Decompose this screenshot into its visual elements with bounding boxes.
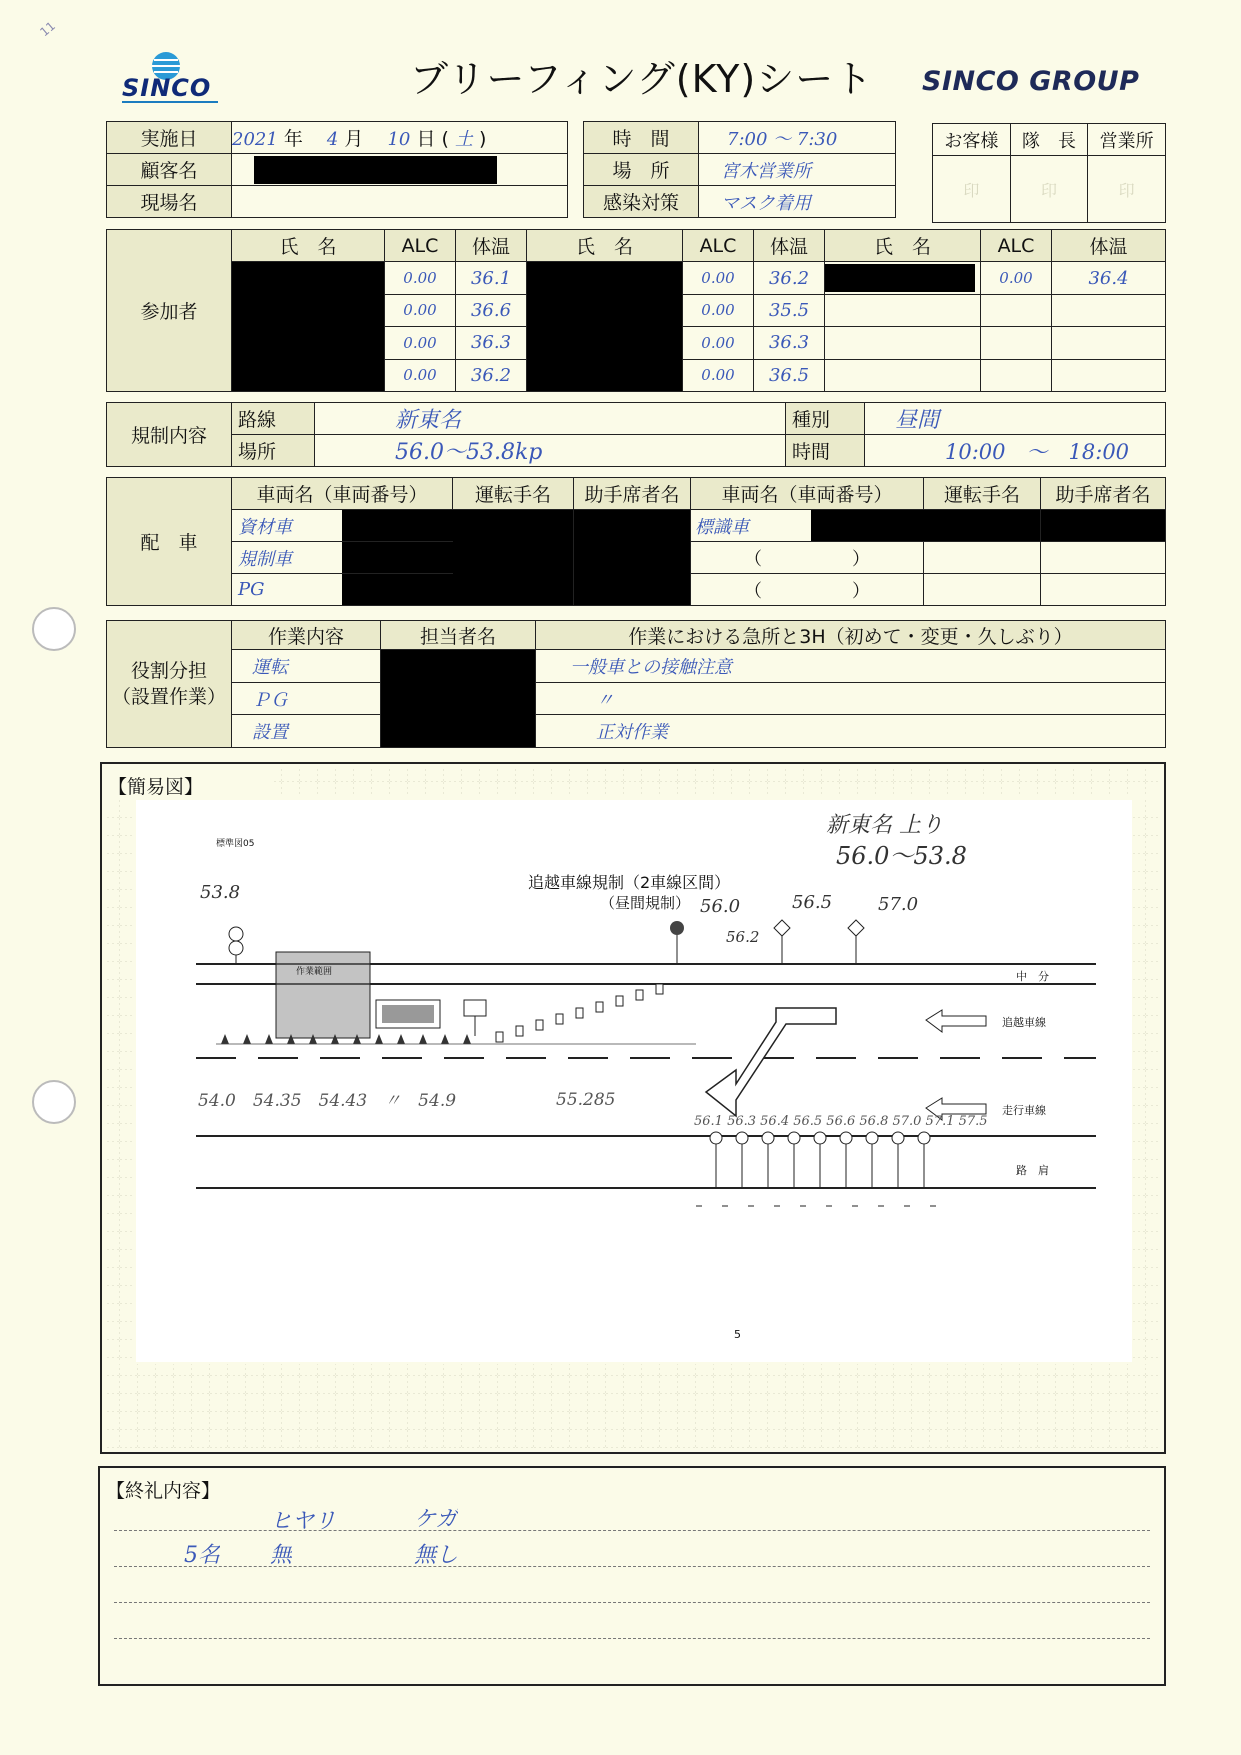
- road-diagram: [136, 800, 1132, 1362]
- roles-label: [107, 621, 232, 748]
- date-field[interactable]: [232, 122, 568, 154]
- closing-count[interactable]: 5名: [184, 1543, 220, 1568]
- temp-value[interactable]: 36.4: [1052, 262, 1166, 294]
- approval-table: [932, 123, 1166, 223]
- alc-value[interactable]: 0.00: [683, 262, 754, 294]
- col-alc: ALC: [385, 230, 456, 262]
- hw-title-1: 新東名 上り: [826, 813, 943, 838]
- driver-redacted: [924, 510, 1041, 542]
- temp-value[interactable]: 36.3: [754, 327, 825, 359]
- median-label: 中 分: [1016, 970, 1049, 983]
- col-vehicle: 車両名（車両番号）: [691, 478, 924, 510]
- driver-field[interactable]: [924, 574, 1041, 606]
- date-day: 10: [387, 129, 411, 150]
- risk-value[interactable]: 一般車との接触注意: [536, 650, 1166, 683]
- participants-label: 参加者: [107, 230, 232, 392]
- col-driver: 運転手名: [924, 478, 1041, 510]
- page-title: ブリーフィング(KY)シート: [410, 57, 874, 101]
- customer-label: 顧客名: [107, 154, 232, 186]
- col-name: 氏 名: [232, 230, 385, 262]
- alc-value[interactable]: 0.00: [385, 294, 456, 326]
- participant-name-cell[interactable]: [825, 327, 981, 359]
- small-label: 標準図05: [216, 839, 255, 849]
- approval-header-leader: 隊 長: [1010, 124, 1088, 156]
- vehicle-name: 標識車: [695, 516, 749, 538]
- hw-title-2: 56.0～53.8: [836, 842, 967, 870]
- participant-name-cell: [825, 262, 981, 294]
- vehicle-number-field[interactable]: （ ）: [691, 542, 924, 574]
- location-value[interactable]: 56.0～53.8kp: [315, 435, 786, 467]
- temp-value[interactable]: 36.6: [456, 294, 527, 326]
- col-temp: 体温: [456, 230, 527, 262]
- seal-customer[interactable]: 印: [933, 156, 1011, 223]
- work-value[interactable]: 運転: [232, 650, 381, 683]
- work-area-label: 作業範囲: [296, 967, 333, 977]
- seal-office[interactable]: 印: [1088, 156, 1166, 223]
- temp-value[interactable]: 36.1: [456, 262, 527, 294]
- type-value[interactable]: 昼間: [865, 403, 1166, 435]
- col-temp: 体温: [754, 230, 825, 262]
- alc-value[interactable]: 0.00: [683, 294, 754, 326]
- temp-value[interactable]: 36.3: [456, 327, 527, 359]
- sketch-box: [100, 762, 1166, 1454]
- work-value[interactable]: 設置: [232, 715, 381, 748]
- participant-names-redacted: [232, 262, 385, 392]
- participant-name-cell[interactable]: [825, 359, 981, 391]
- temp-value[interactable]: [1052, 327, 1166, 359]
- redaction: [254, 156, 497, 184]
- binder-hole: [32, 607, 76, 651]
- kp-b: 56.5: [792, 892, 833, 913]
- route-value[interactable]: 新東名: [315, 403, 786, 435]
- ruled-line: [114, 1602, 1150, 1603]
- temp-value[interactable]: 36.2: [754, 262, 825, 294]
- alc-value[interactable]: 0.00: [683, 359, 754, 391]
- col-vehicle: 車両名（車両番号）: [232, 478, 453, 510]
- infection-label: 感染対策: [584, 186, 699, 218]
- closing-label: 【終礼内容】: [106, 1480, 221, 1502]
- vehicle-number-field[interactable]: （ ）: [691, 574, 924, 606]
- reg-time-value[interactable]: 10:00 ～ 18:00: [865, 435, 1166, 467]
- customer-field[interactable]: [232, 154, 568, 186]
- closing-none-1[interactable]: 無: [270, 1543, 293, 1568]
- logo-text: SINCO: [122, 74, 212, 102]
- redaction: [342, 574, 454, 605]
- col-person: 担当者名: [381, 621, 536, 650]
- person-redacted: [381, 650, 536, 748]
- col-risk: 作業における急所と3H（初めて・変更・久しぶり）: [536, 621, 1166, 650]
- bottom-kp2: 55.285: [556, 1090, 616, 1110]
- info-table: [106, 121, 896, 218]
- roles-label-line1: 役割分担: [130, 660, 207, 682]
- passenger-field[interactable]: [1041, 542, 1166, 574]
- redaction: [811, 510, 925, 541]
- closing-hiyari[interactable]: ヒヤリ: [270, 1509, 337, 1534]
- vehicle-name: 資材車: [238, 516, 292, 538]
- col-alc: ALC: [981, 230, 1052, 262]
- vehicle-cell[interactable]: [232, 542, 453, 574]
- alc-value[interactable]: [981, 327, 1052, 359]
- col-temp: 体温: [1052, 230, 1166, 262]
- day-char: 日 (: [416, 128, 449, 150]
- risk-value[interactable]: 正対作業: [536, 715, 1166, 748]
- risk-value[interactable]: 〃: [536, 682, 1166, 715]
- closing-kega[interactable]: ケガ: [414, 1507, 458, 1532]
- vehicle-name: 規制車: [238, 548, 292, 570]
- date-weekday: 土: [454, 129, 473, 150]
- lane-pass-label: 追越車線: [1002, 1016, 1046, 1029]
- temp-value[interactable]: 36.5: [754, 359, 825, 391]
- participant-name-cell[interactable]: [825, 294, 981, 326]
- kp-left: 53.8: [200, 882, 241, 903]
- work-value[interactable]: ＰＧ: [232, 682, 381, 715]
- sinco-logo: [118, 48, 228, 108]
- alc-value[interactable]: 0.00: [981, 262, 1052, 294]
- redaction: [825, 264, 975, 292]
- date-month: 4: [326, 129, 339, 150]
- closing-none-2[interactable]: 無し: [414, 1543, 459, 1568]
- bottom-kps: 54.0 54.35 54.43 〃 54.9: [198, 1091, 457, 1111]
- temp-value[interactable]: 36.2: [456, 359, 527, 391]
- temp-value[interactable]: [1052, 294, 1166, 326]
- site-label: 現場名: [107, 186, 232, 218]
- binder-hole: [32, 1080, 76, 1124]
- dispatch-table: [106, 477, 1166, 606]
- kp-c: 57.0: [878, 894, 919, 915]
- info-gap: [568, 186, 584, 218]
- type-label: 種別: [786, 403, 865, 435]
- date-year: 2021: [232, 129, 278, 150]
- reg-time-label: 時間: [786, 435, 865, 467]
- alc-value[interactable]: 0.00: [683, 327, 754, 359]
- vehicle-name: PG: [238, 579, 265, 600]
- passenger-redacted: [574, 510, 691, 606]
- regulation-label: 規制内容: [107, 403, 232, 467]
- place-label: 場 所: [584, 154, 699, 186]
- vehicle-cell[interactable]: [232, 574, 453, 606]
- month-char: 月: [344, 128, 364, 150]
- location-label: 場所: [232, 435, 315, 467]
- redaction: [342, 542, 454, 573]
- sketch-label: 【簡易図】: [108, 776, 204, 798]
- approval-header-office: 営業所: [1088, 124, 1166, 156]
- diagram-subtitle: （昼間規制）: [600, 894, 691, 912]
- col-work: 作業内容: [232, 621, 381, 650]
- kp-d: 56.2: [726, 928, 760, 946]
- col-driver: 運転手名: [453, 478, 574, 510]
- passenger-field[interactable]: [1041, 574, 1166, 606]
- info-gap: [568, 154, 584, 186]
- driver-field[interactable]: [924, 542, 1041, 574]
- roles-label-line2: （設置作業）: [111, 686, 226, 708]
- alc-value[interactable]: 0.00: [385, 327, 456, 359]
- alc-value[interactable]: 0.00: [385, 262, 456, 294]
- alc-value[interactable]: [981, 294, 1052, 326]
- time-value[interactable]: 7:00 ～ 7:30: [699, 122, 896, 154]
- approval-header-customer: お客様: [933, 124, 1011, 156]
- closing-box: [98, 1466, 1166, 1686]
- year-char: 年: [283, 128, 303, 150]
- alc-value[interactable]: 0.00: [385, 359, 456, 391]
- shoulder-label: 路 肩: [1016, 1164, 1049, 1177]
- ruled-line: [114, 1638, 1150, 1639]
- alc-value[interactable]: [981, 359, 1052, 391]
- route-label: 路線: [232, 403, 315, 435]
- roles-table: [106, 620, 1166, 748]
- temp-value[interactable]: [1052, 359, 1166, 391]
- lane-travel-label: 走行車線: [1002, 1104, 1046, 1117]
- infection-value[interactable]: マスク着用: [699, 186, 896, 218]
- participant-names-redacted: [527, 262, 683, 392]
- diagram-title: 追越車線規制（2車線区間）: [528, 873, 731, 892]
- temp-value[interactable]: 35.5: [754, 294, 825, 326]
- col-name: 氏 名: [527, 230, 683, 262]
- vehicle-cell[interactable]: [691, 510, 924, 542]
- col-name: 氏 名: [825, 230, 981, 262]
- time-label: 時 間: [584, 122, 699, 154]
- seal-leader[interactable]: 印: [1010, 156, 1088, 223]
- kp-a: 56.0: [700, 896, 741, 917]
- regulation-table: [106, 402, 1166, 467]
- info-gap: [568, 122, 584, 154]
- redaction: [342, 510, 454, 541]
- group-logo-text: SINCO GROUP: [922, 66, 1140, 97]
- vehicle-cell[interactable]: [232, 510, 453, 542]
- page-number: 5: [734, 1328, 741, 1341]
- col-passenger: 助手席者名: [574, 478, 691, 510]
- passenger-redacted: [1041, 510, 1166, 542]
- date-label: 実施日: [107, 122, 232, 154]
- driver-redacted: [453, 510, 574, 606]
- dispatch-label: 配 車: [107, 478, 232, 606]
- col-alc: ALC: [683, 230, 754, 262]
- close-paren: ): [478, 128, 487, 150]
- participants-table: [106, 229, 1166, 392]
- sign-kps: 56.1 56.3 56.4 56.5 56.6 56.8 57.0 57.1 57.5: [694, 1114, 988, 1129]
- diagram-area: [136, 800, 1132, 1362]
- corner-mark: 11: [37, 18, 58, 40]
- col-passenger: 助手席者名: [1041, 478, 1166, 510]
- place-value[interactable]: 宮木営業所: [699, 154, 896, 186]
- site-field[interactable]: [232, 186, 568, 218]
